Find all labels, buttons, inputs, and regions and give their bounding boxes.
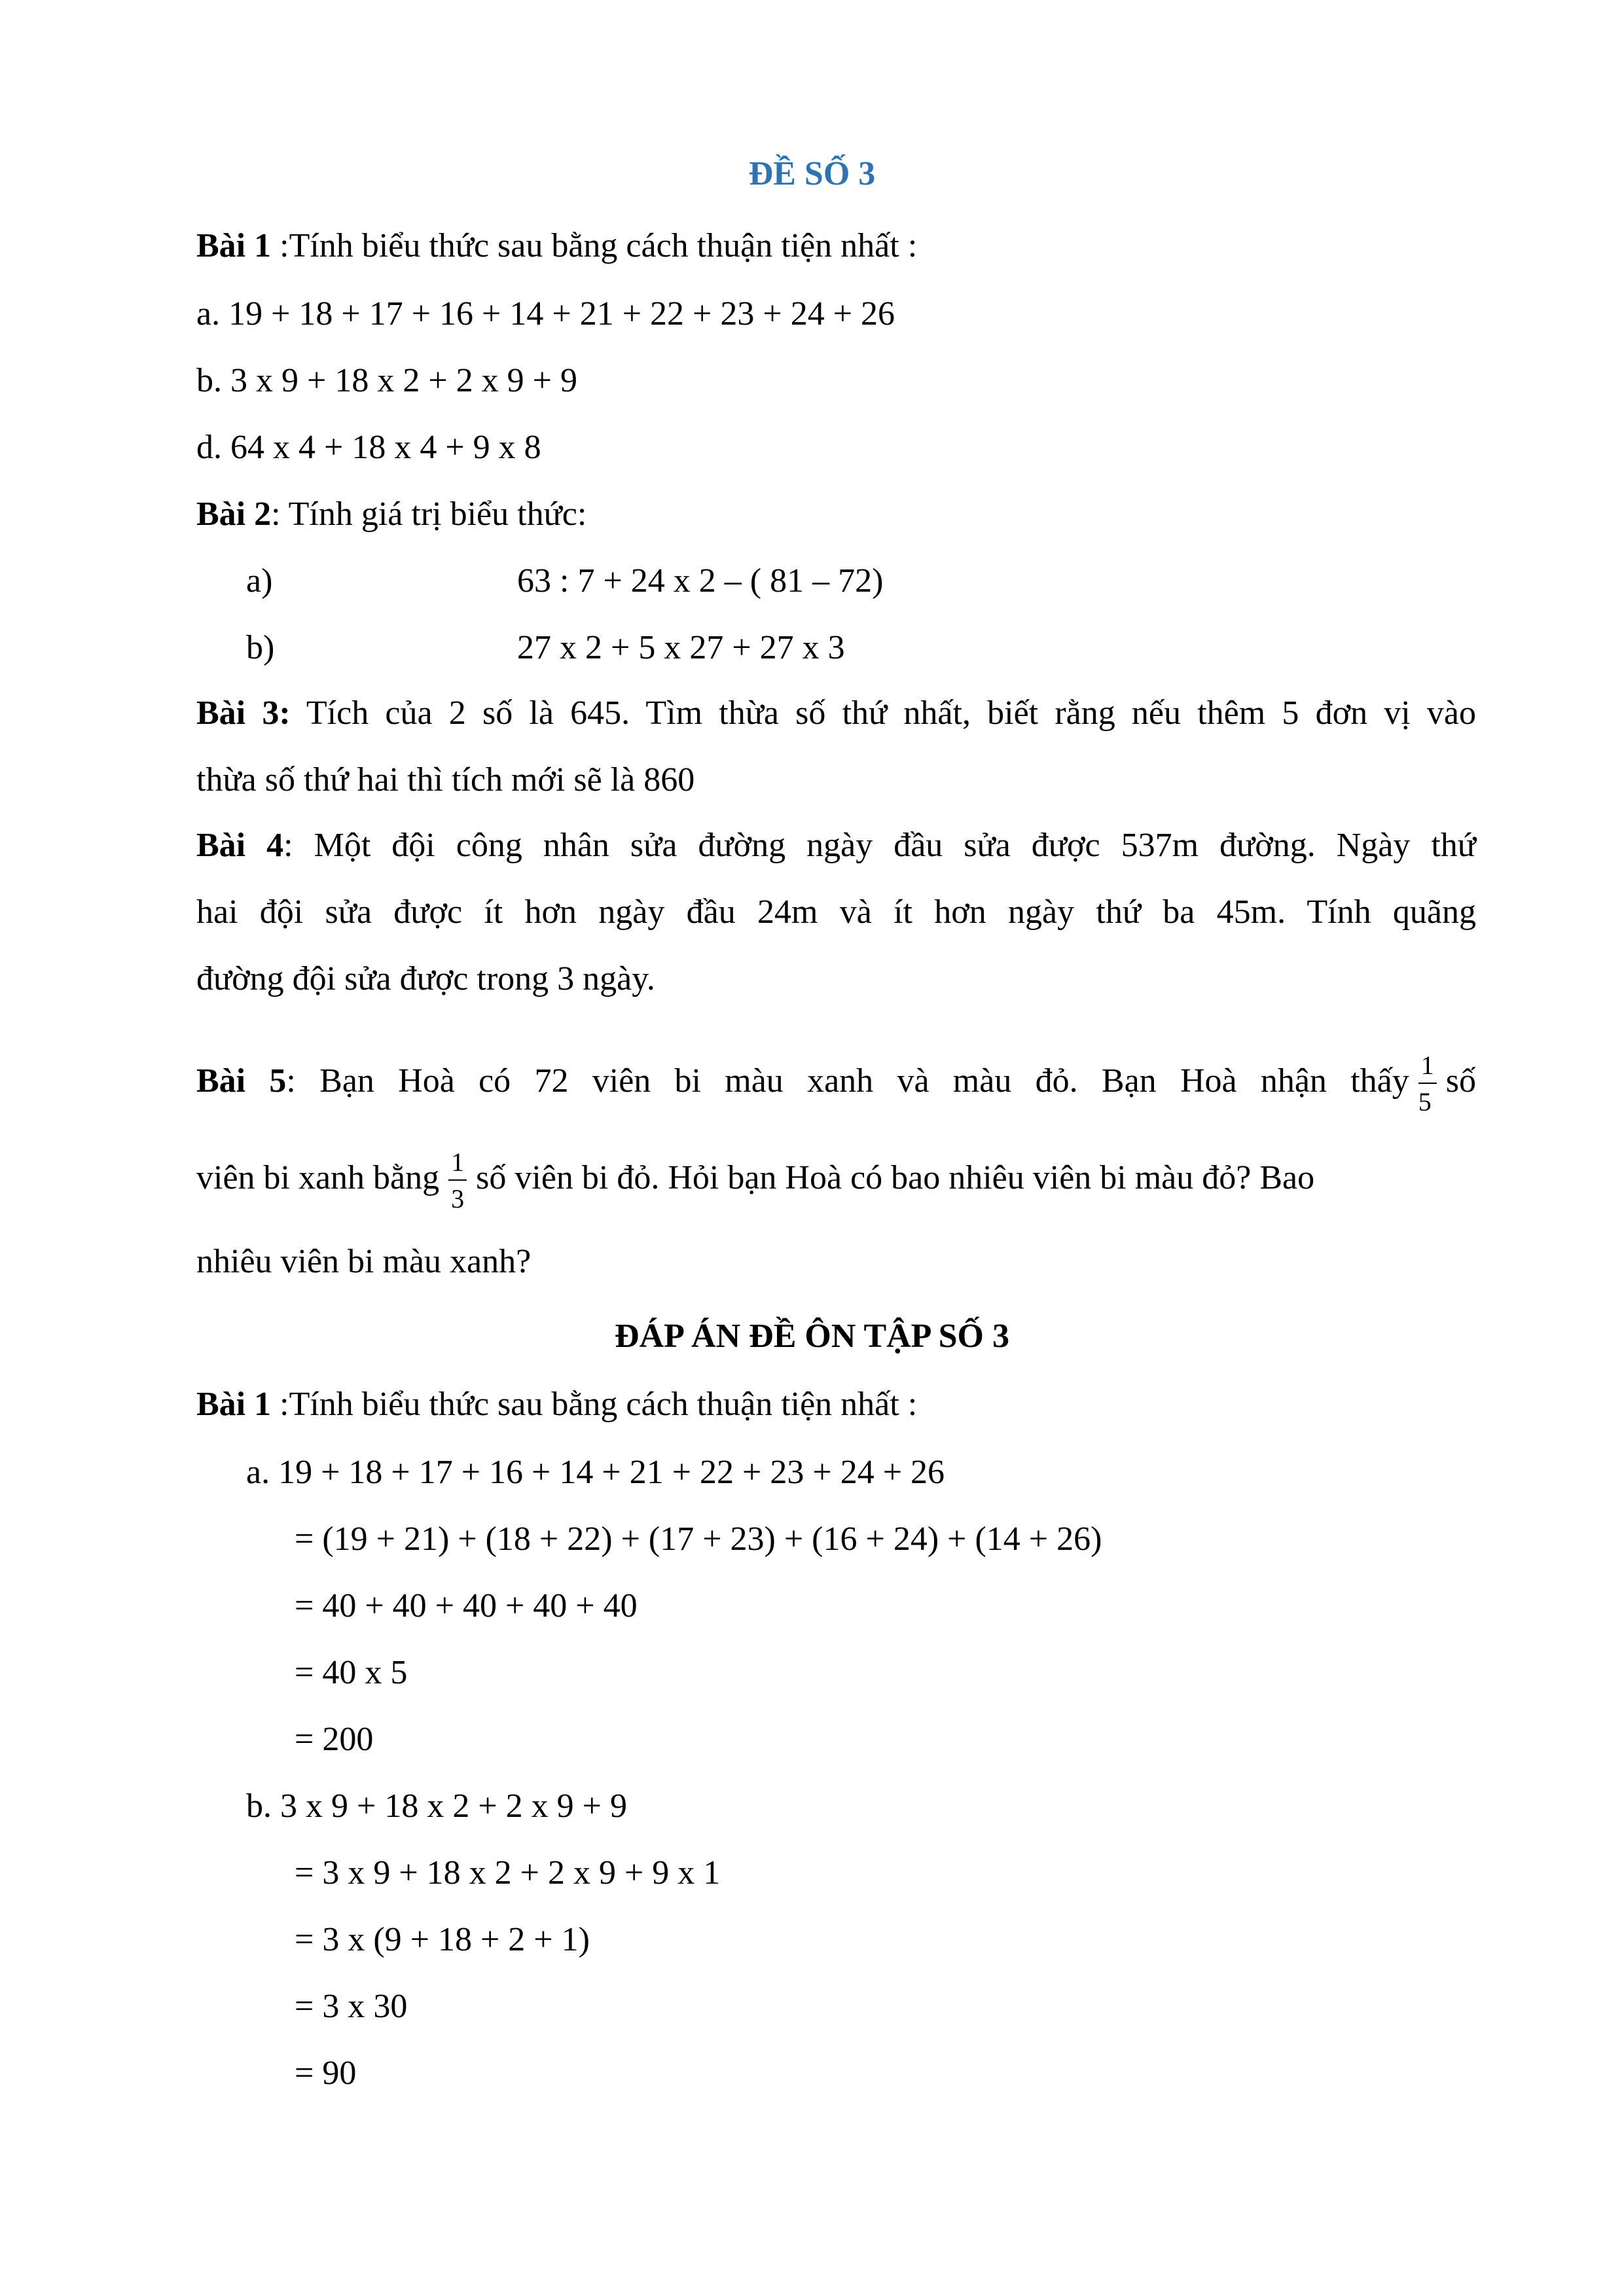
bai2-a-label: a) (246, 562, 273, 600)
answer-a-step: = 200 (295, 1721, 374, 1758)
answer-b-step: = 3 x 9 + 18 x 2 + 2 x 9 + 9 x 1 (295, 1854, 721, 1892)
bai4-line3: đường đội sửa được trong 3 ngày. (196, 960, 655, 997)
bai3-label: Bài 3: (196, 694, 291, 732)
bai2-a-expression: 63 : 7 + 24 x 2 – ( 81 – 72) (517, 562, 884, 600)
answer-b-step: = 3 x (9 + 18 + 2 + 1) (295, 1921, 590, 1958)
bai1-item-b: b. 3 x 9 + 18 x 2 + 2 x 9 + 9 (196, 362, 577, 399)
bai4-line2: hai đội sửa được ít hơn ngày đầu 24m và ít hơn ngày thứ ba 45m. Tính quãng (196, 893, 1476, 931)
answer-a-step: a. 19 + 18 + 17 + 16 + 14 + 21 + 22 + 23 + 24 + 26 (246, 1454, 945, 1491)
answer-b-step: b. 3 x 9 + 18 x 2 + 2 x 9 + 9 (246, 1787, 627, 1825)
bai2-b-label: b) (246, 629, 275, 666)
bai4-line1 (196, 826, 1476, 865)
bai5-text2a: viên bi xanh bằng (196, 1158, 440, 1196)
answer-b-step: = 90 (295, 2054, 357, 2092)
fraction-one-third (448, 1149, 467, 1212)
answer-a-step: = 40 x 5 (295, 1654, 408, 1691)
bai5-line2 (196, 1149, 1314, 1212)
bai2-label: Bài 2 (196, 495, 272, 533)
bai2-heading (196, 495, 586, 533)
bai5-line1 (196, 1052, 1476, 1115)
fraction-denominator: 3 (451, 1184, 465, 1213)
fraction-numerator: 1 (448, 1149, 467, 1181)
bai1-item-d: d. 64 x 4 + 18 x 4 + 9 x 8 (196, 429, 541, 466)
bai1-item-a: a. 19 + 18 + 17 + 16 + 14 + 21 + 22 + 23 + 24 + 26 (196, 295, 895, 332)
bai2-prompt: : Tính giá trị biểu thức: (271, 495, 587, 533)
answer-b-step: = 3 x 30 (295, 1988, 408, 2025)
answers-title: ĐÁP ÁN ĐỀ ÔN TẬP SỐ 3 (615, 1318, 1009, 1355)
answer-a-step: = 40 + 40 + 40 + 40 + 40 (295, 1587, 638, 1624)
fraction-denominator: 5 (1418, 1087, 1432, 1117)
answers-bai1-heading (196, 1385, 917, 1424)
fraction-one-fifth (1418, 1052, 1437, 1115)
answer-a-step: = (19 + 21) + (18 + 22) + (17 + 23) + (16 + 24) + (14 + 26) (295, 1520, 1102, 1558)
exam-title: ĐỀ SỐ 3 (748, 155, 876, 192)
bai4-text1: : Một đội công nhân sửa đường ngày đầu sửa được 537m đường. Ngày thứ (283, 827, 1476, 864)
bai5-label: Bài 5 (196, 1062, 287, 1100)
bai1-label: Bài 1 (196, 227, 272, 264)
bai2-b-expression: 27 x 2 + 5 x 27 + 27 x 3 (517, 629, 845, 666)
bai3-line2: thừa số thứ hai thì tích mới sẽ là 860 (196, 761, 695, 798)
answers-bai1-prompt: :Tính biểu thức sau bằng cách thuận tiện nhất : (271, 1386, 918, 1423)
bai5-text1a: : Bạn Hoà có 72 viên bi màu xanh và màu đỏ. Bạn Hoà nhận thấy (286, 1062, 1409, 1100)
bai1-heading (196, 226, 917, 265)
bai1-prompt: :Tính biểu thức sau bằng cách thuận tiện nhất : (271, 227, 918, 264)
bai5-text2b: số viên bi đỏ. Hỏi bạn Hoà có bao nhiêu viên bi màu đỏ? Bao (476, 1158, 1315, 1196)
bai5-line3: nhiêu viên bi màu xanh? (196, 1243, 532, 1280)
bai4-label: Bài 4 (196, 827, 284, 864)
bai3-text1: Tích của 2 số là 645. Tìm thừa số thứ nhất, biết rằng nếu thêm 5 đơn vị vào (290, 694, 1476, 732)
bai3-line1 (196, 694, 1476, 732)
answers-bai1-label: Bài 1 (196, 1386, 272, 1423)
bai5-text1b: số (1445, 1062, 1476, 1100)
fraction-numerator: 1 (1418, 1052, 1437, 1084)
